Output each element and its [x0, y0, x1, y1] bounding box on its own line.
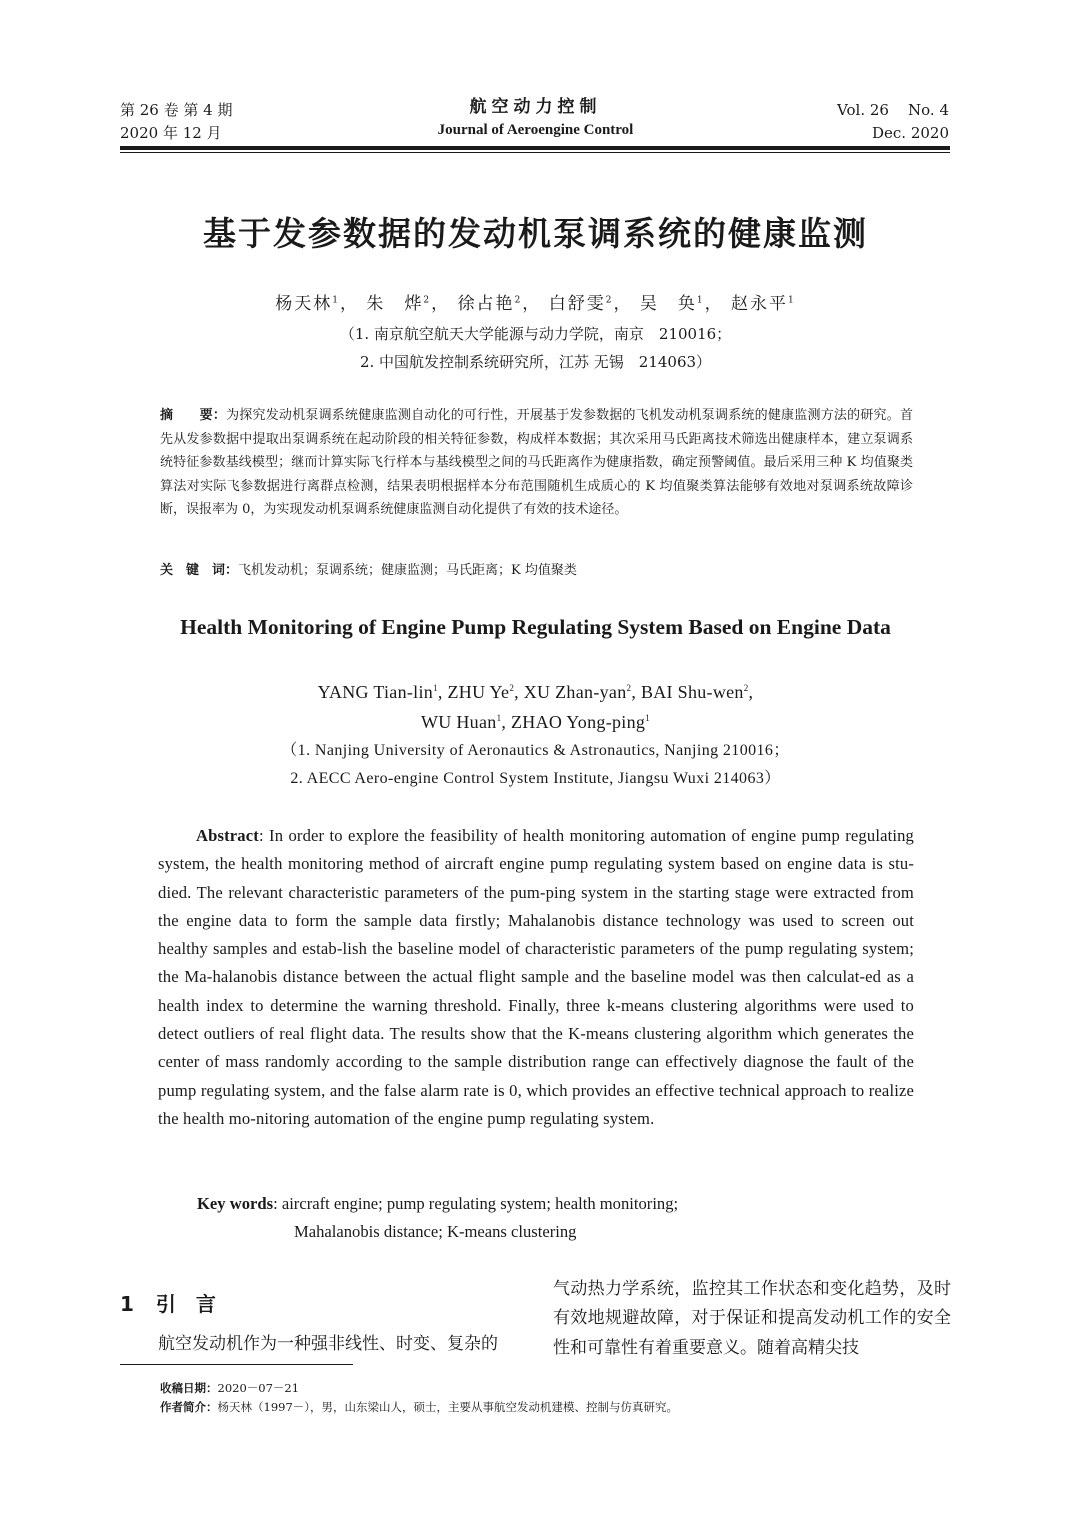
author-en: ZHU Ye$^2$ — [447, 682, 515, 702]
affiliations-cn — [0, 320, 1071, 376]
section-number: 1 — [120, 1292, 134, 1316]
footnote-bio: 作者简介：杨天林（1997－），男，山东梁山人，硕士，主要从事航空发动机建模、控制与仿真研究。 — [160, 1400, 679, 1414]
affiliation-cn-2: 2. 中国航发控制系统研究所，江苏 无锡 214063） — [359, 353, 712, 371]
paper-title-en: Health Monitoring of Engine Pump Regulating System Based on Engine Data — [180, 615, 891, 639]
body-left-column: 航空发动机作为一种强非线性、时变、复杂的 — [158, 1334, 498, 1354]
keywords-en-line2: Mahalanobis distance; K-means clustering — [294, 1222, 577, 1242]
author-cn: 朱 烨$^2$ — [366, 294, 432, 314]
keywords-cn — [160, 560, 913, 582]
journal-name-en: Journal of Aeroengine Control — [437, 122, 634, 138]
keywords-en: Key words: aircraft engine; pump regulating system; health monitoring; Mahalanobis distance; K-means clustering — [197, 1190, 913, 1247]
authors-en: YANG Tian-lin$^1$, ZHU Ye$^2$, XU Zhan-yan$^2$, BAI Shu-wen$^2$, WU Huan$^1$, ZHAO Yong-ping$^1$ — [317, 682, 754, 732]
author-en: YANG Tian-lin$^1$ — [317, 682, 438, 702]
author-cn: 赵永平$^1$ — [730, 294, 796, 314]
date-cn: 2020 年 12 月 — [120, 124, 222, 142]
body-right-column: 气动热力学系统，监控其工作状态和变化趋势，及时有效地规避故障，对于保证和提高发动机工作的安全性和可靠性有着重要意义。随着高精尖技 — [553, 1279, 951, 1358]
header-rule-thin — [120, 152, 950, 153]
authors-cn: 杨天林$^1$， 朱 烨$^2$， 徐占艳$^2$， 白舒雯$^2$， 吴 奂$^1$， 赵永平$^1$ — [275, 294, 796, 314]
author-en: ZHAO Yong-ping$^1$ — [510, 712, 651, 732]
keywords-en-line1: aircraft engine; pump regulating system; health monitoring; — [281, 1194, 679, 1213]
section-heading — [120, 1288, 236, 1317]
author-en: BAI Shu-wen$^2$ — [640, 682, 749, 702]
header-rule-thick — [120, 146, 950, 150]
abstract-en-text: In order to explore the feasibility of health monitoring automation of engine pump regulating system, the health monitoring method of aircraft engine pump regulating system based on engine data is stu-died. The relevant characteristic parameters of the pum-ping system in the starting stage were extracted from the engine data to form the sample data firstly; Mahalanobis distance technology was used to screen out healthy samples and estab-lish the baseline model of characteristic parameters of the pump regulating system; the Ma-halanobis distance between the actual flight sample and the baseline model was then calculat-ed as a health index to determine the warning threshold. Finally, three k-means clustering algorithms were used to detect outliers of real flight data. The results show that the K-means clustering algorithm which generates the center of mass randomly according to the sample distribution range can effectively diagnose the fault of the pump regulating system, and the false alarm rate is 0, which provides an effective technical approach to realize the health mo-nitoring automation of the engine pump regulating system. — [158, 826, 915, 1128]
header-right — [837, 99, 949, 145]
paper-title-cn: 基于发参数据的发动机泵调系统的健康监测 — [203, 214, 868, 253]
footnotes — [160, 1379, 678, 1417]
abstract-cn-text: 为探究发动机泵调系统健康监测自动化的可行性，开展基于发参数据的飞机发动机泵调系统的健康监测方法的研究。首先从发参数据中提取出泵调系统在起动阶段的相关特征参数，构成样本数据；其次采用马氏距离技术筛选出健康样本，建立泵调系统特征参数基线模型；继而计算实际飞行样本与基线模型之间的马氏距离作为健康指数，确定预警阈值。最后采用三种 K 均值聚类算法对实际飞参数据进行离群点检测，结果表明根据样本分布范围随机生成质心的 K 均值聚类算法能够有效地对泵调系统故障诊断，误报率为 0，为实现发动机泵调系统健康监测自动化提供了有效的技术途径。 — [160, 408, 913, 518]
author-cn: 徐占艳$^2$ — [457, 294, 523, 314]
author-cn: 吴 奂$^1$ — [639, 294, 705, 314]
abstract-en: Abstract: In order to explore the feasibility of health monitoring automation of engine pump regulating system, the health monitoring method of aircraft engine pump regulating system based on engine data is stu-died. The relevant characteristic parameters of the pum-ping system in the starting stage were extracted from the engine data to form the sample data firstly; Mahalanobis distance technology was used to screen out healthy samples and estab-lish the baseline model of characteristic parameters of the pump regulating system; the Ma-halanobis distance between the actual flight sample and the baseline model was then calculat-ed as a health index to determine the warning threshold. Finally, three k-means clustering algorithms were used to detect outliers of real flight data. The results show that the K-means clustering algorithm which generates the center of mass randomly according to the sample distribution range can effectively diagnose the fault of the pump regulating system, and the false alarm rate is 0, which provides an effective technical approach to realize the health mo-nitoring automation of the engine pump regulating system. — [158, 826, 915, 1128]
affiliation-en-2: 2. AECC Aero-engine Control System Institute, Jiangsu Wuxi 214063） — [290, 770, 781, 787]
abstract-en-label: Abstract — [196, 826, 259, 845]
affiliation-en-1: （1. Nanjing University of Aeronautics & Astronautics, Nanjing 210016； — [281, 742, 790, 759]
volume-cn: 第 26 卷 第 4 期 — [120, 101, 233, 119]
footnote-received: 收稿日期：2020－07－21 — [160, 1381, 300, 1395]
author-cn: 白舒雯$^2$ — [548, 294, 614, 314]
date-en: Dec. 2020 — [871, 124, 949, 142]
footnote-rule — [120, 1364, 353, 1365]
author-en: XU Zhan-yan$^2$ — [523, 682, 632, 702]
volume-en: Vol. 26 No. 4 — [837, 101, 949, 119]
keywords-cn-text: 飞机发动机；泵调系统；健康监测；马氏距离；K 均值聚类 — [238, 563, 577, 578]
keywords-cn-label: 关 键 词： — [160, 563, 239, 578]
author-en: WU Huan$^1$ — [420, 712, 502, 732]
author-cn: 杨天林$^1$ — [275, 294, 341, 314]
keywords-en-label: Key words — [197, 1194, 274, 1213]
affiliations-en — [0, 737, 1071, 793]
affiliation-cn-1: （1. 南京航空航天大学能源与动力学院，南京 210016； — [339, 325, 732, 343]
abstract-cn-label: 摘 要： — [160, 408, 227, 423]
section-title: 引言 — [155, 1292, 236, 1316]
journal-name-cn: 航空动力控制 — [469, 97, 602, 117]
abstract-cn — [160, 404, 913, 522]
